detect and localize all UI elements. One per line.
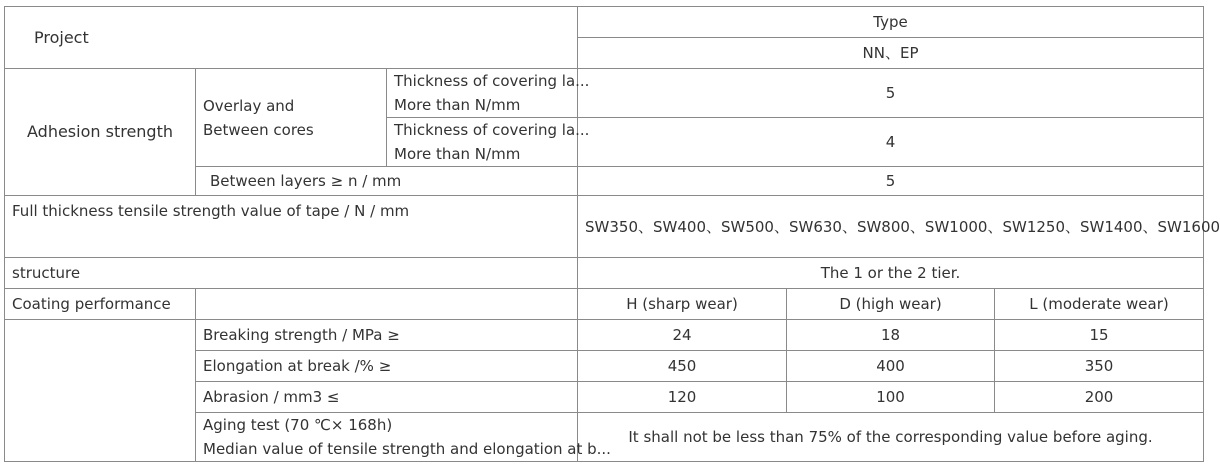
adhesion-row-1 [5,69,1204,118]
coating-value: 100 [787,382,995,413]
header-row-type [5,7,1204,38]
adhesion-row1-value: 5 [578,69,1204,118]
coating-value: 24 [578,320,787,351]
coating-value: 18 [787,320,995,351]
between-layers-label: Between layers ≥ n / mm [196,167,578,196]
coating-value: 400 [787,351,995,382]
spec-table [4,6,1220,462]
coating-label-spacer [5,351,196,382]
aging-line1: Aging test (70 ℃× 168h) [203,416,393,434]
between-layers-value: 5 [578,167,1204,196]
aging-line2: Median value of tensile strength and elongation at b... [203,440,611,458]
structure-row [5,258,1204,289]
adhesion-row1-line1: Thickness of covering la... [394,72,590,90]
coating-header-d: D (high wear) [787,289,995,320]
coating-header-row [5,289,1204,320]
coating-value: 15 [995,320,1204,351]
project-label: Project [5,7,578,69]
coating-value: 350 [995,351,1204,382]
adhesion-row2-label [387,118,590,167]
aging-value: It shall not be less than 75% of the corresponding value before aging. [578,413,1204,462]
coating-label: Coating performance [5,289,196,320]
adhesion-row2-line1: Thickness of covering la... [394,121,590,139]
structure-label: structure [5,258,578,289]
coating-header-l: L (moderate wear) [995,289,1204,320]
adhesion-row2-line2: More than N/mm [394,145,521,163]
type-value: NN、EP [578,38,1204,69]
type-header: Type [578,7,1204,38]
adhesion-row1-line2: More than N/mm [394,96,521,114]
table-row [5,320,1204,351]
coating-label-spacer [5,320,196,351]
adhesion-group-line2: Between cores [203,120,314,139]
coating-label-spacer [5,413,196,462]
aging-label [196,413,611,462]
coating-header-h: H (sharp wear) [578,289,787,320]
table-row [5,351,1204,382]
coating-value: 200 [995,382,1204,413]
coating-row-label: Abrasion / mm3 ≤ [196,382,578,413]
structure-value: The 1 or the 2 tier. [578,258,1204,289]
adhesion-group-line1: Overlay and [203,96,295,115]
tensile-label: Full thickness tensile strength value of tape / N / mm [5,196,578,258]
table-row [5,382,1204,413]
adhesion-row2-value: 4 [578,118,1204,167]
adhesion-group-label [196,69,387,167]
coating-value: 120 [578,382,787,413]
coating-value: 450 [578,351,787,382]
tensile-row [5,196,1204,258]
adhesion-label: Adhesion strength [5,69,196,196]
tensile-value: SW350、SW400、SW500、SW630、SW800、SW1000、SW1250、SW1400、SW1600 [578,196,1204,258]
coating-row-label: Breaking strength / MPa ≥ [196,320,578,351]
aging-row [5,413,1204,462]
adhesion-row1-label [387,69,590,118]
coating-label-spacer [5,382,196,413]
coating-empty-cell [196,289,578,320]
coating-row-label: Elongation at break /% ≥ [196,351,578,382]
